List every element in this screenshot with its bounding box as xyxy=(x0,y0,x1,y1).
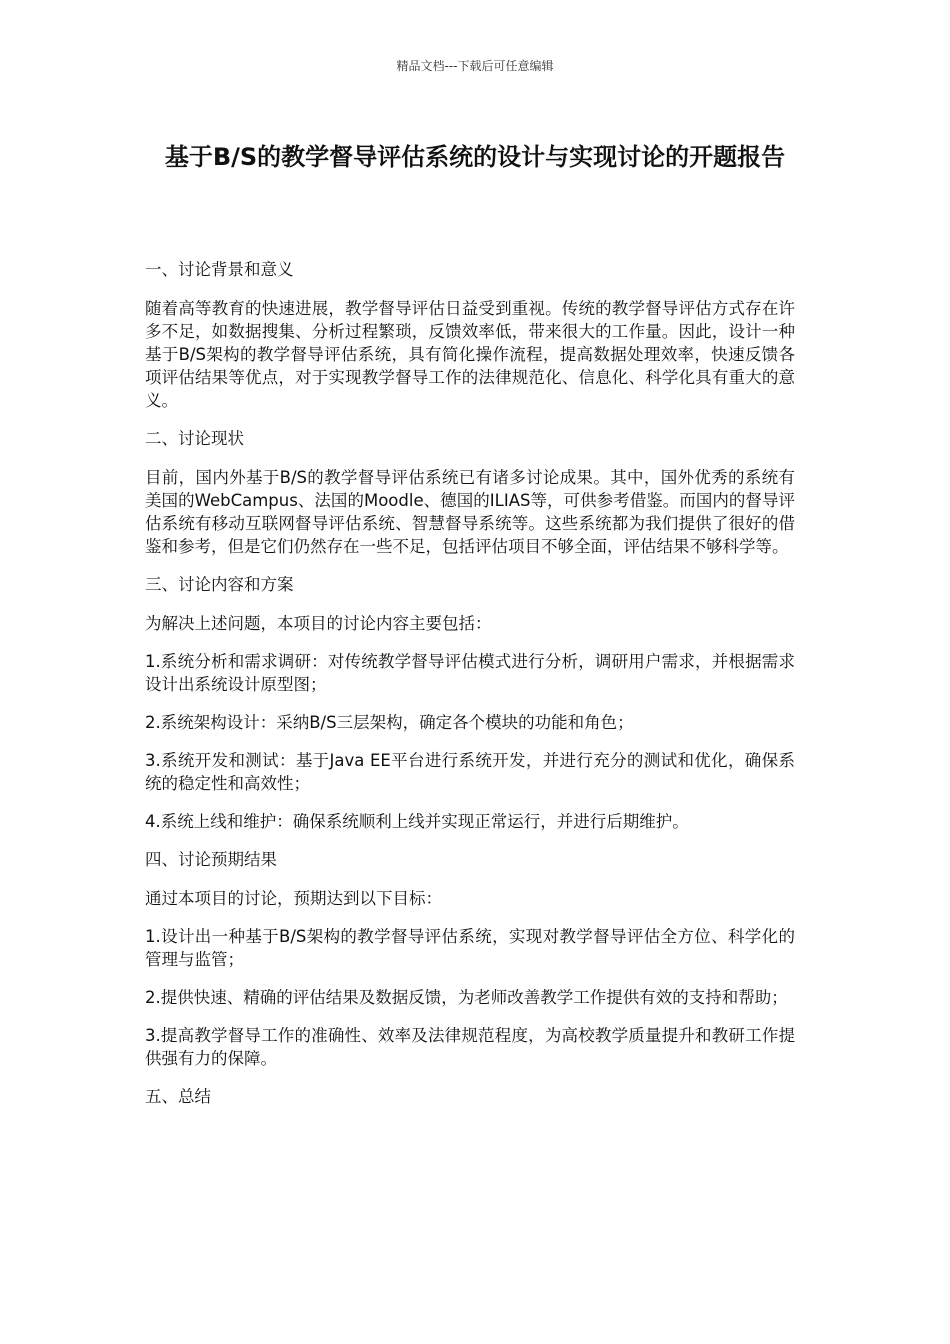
document-title: 基于B/S的教学督导评估系统的设计与实现讨论的开题报告 xyxy=(164,143,786,171)
paragraph-status: 目前，国内外基于B/S的教学督导评估系统已有诸多讨论成果。其中，国外优秀的系统有美国的WebCampus、法国的Moodle、德国的ILIAS等，可供参考借鉴。而国内的督导评估系统有移动互联网督导评估系统、智慧督导系统等。这些系统都为我们提供了很好的借鉴和参考，但是它们仍然存在一些不足，包括评估项目不够全面，评估结果不够科学等。 xyxy=(145,468,795,556)
section-heading-status: 二、讨论现状 xyxy=(145,429,244,448)
section-heading-background: 一、讨论背景和意义 xyxy=(145,260,294,279)
section-heading-content: 三、讨论内容和方案 xyxy=(145,575,294,594)
list-item-content-2: 2.系统架构设计：采纳B/S三层架构，确定各个模块的功能和角色； xyxy=(145,713,634,732)
list-item-results-2: 2.提供快速、精确的评估结果及数据反馈，为老师改善教学工作提供有效的支持和帮助； xyxy=(145,988,788,1007)
section-heading-results: 四、讨论预期结果 xyxy=(145,850,277,869)
header-note: 精品文档---下载后可任意编辑 xyxy=(396,59,554,73)
list-item-results-3: 3.提高教学督导工作的准确性、效率及法律规范程度，为高校教学质量提升和教研工作提供强有力的保障。 xyxy=(145,1026,795,1068)
list-item-results-1: 1.设计出一种基于B/S架构的教学督导评估系统，实现对教学督导评估全方位、科学化的管理与监管； xyxy=(145,927,795,969)
list-item-content-3: 3.系统开发和测试：基于Java EE平台进行系统开发，并进行充分的测试和优化，确保系统的稳定性和高效性； xyxy=(145,751,795,793)
section-heading-summary: 五、总结 xyxy=(145,1087,211,1106)
list-item-content-1: 1.系统分析和需求调研：对传统教学督导评估模式进行分析，调研用户需求，并根据需求设计出系统设计原型图； xyxy=(145,652,795,694)
paragraph-background: 随着高等教育的快速进展，教学督导评估日益受到重视。传统的教学督导评估方式存在许多不足，如数据搜集、分析过程繁琐，反馈效率低，带来很大的工作量。因此，设计一种基于B/S架构的教学督导评估系统，具有简化操作流程，提高数据处理效率，快速反馈各项评估结果等优点，对于实现教学督导工作的法律规范化、信息化、科学化具有重大的意义。 xyxy=(145,299,795,410)
paragraph-results-intro: 通过本项目的讨论，预期达到以下目标： xyxy=(145,889,442,908)
document-body xyxy=(145,258,795,1124)
paragraph-content-intro: 为解决上述问题，本项目的讨论内容主要包括： xyxy=(145,614,492,633)
list-item-content-4: 4.系统上线和维护：确保系统顺利上线并实现正常运行，并进行后期维护。 xyxy=(145,812,689,831)
